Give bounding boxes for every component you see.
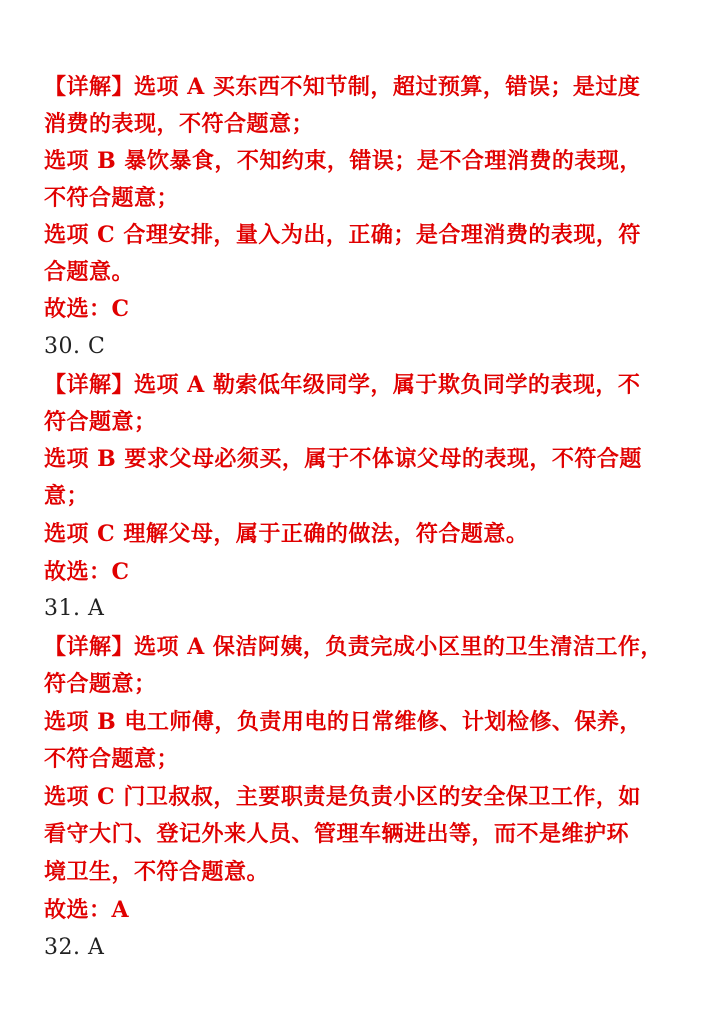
final-answer-line: 故选：C (44, 559, 130, 585)
explanation-line: 消费的表现，不符合题意； (44, 111, 315, 137)
explanation-line: 意； (44, 483, 90, 509)
explanation-line: 看守大门、登记外来人员、管理车辆进出等，而不是维护环 (44, 821, 630, 847)
explanation-line: 符合题意； (44, 409, 157, 435)
explanation-line: 选项 C 门卫叔叔，主要职责是负责小区的安全保卫工作，如 (44, 784, 641, 810)
explanation-line: 选项 C 理解父母，属于正确的做法，符合题意。 (44, 521, 529, 547)
final-answer-line: 故选：C (44, 296, 130, 322)
question-number: 30. C (44, 334, 106, 359)
explanation-line: 【详解】选项 A 勒索低年级同学，属于欺负同学的表现，不 (44, 372, 641, 398)
question-number: 31. A (44, 596, 105, 621)
explanation-line: 选项 C 合理安排，量入为出，正确；是合理消费的表现，符 (44, 222, 641, 248)
explanation-line: 不符合题意； (44, 185, 180, 211)
explanation-line: 选项 B 电工师傅，负责用电的日常维修、计划检修、保养， (44, 709, 642, 735)
explanation-line: 符合题意； (44, 671, 157, 697)
question-number: 32. A (44, 935, 105, 960)
explanation-line: 不符合题意； (44, 746, 180, 772)
explanation-line: 选项 B 暴饮暴食，不知约束，错误；是不合理消费的表现， (44, 148, 642, 174)
final-answer-line: 故选：A (44, 897, 130, 923)
explanation-line: 【详解】选项 A 买东西不知节制，超过预算，错误；是过度 (44, 74, 641, 100)
explanation-line: 合题意。 (44, 259, 135, 285)
explanation-line: 境卫生，不符合题意。 (44, 859, 270, 885)
explanation-line: 选项 B 要求父母必须买，属于不体谅父母的表现，不符合题 (44, 446, 642, 472)
explanation-line: 【详解】选项 A 保洁阿姨，负责完成小区里的卫生清洁工作， (44, 634, 663, 660)
